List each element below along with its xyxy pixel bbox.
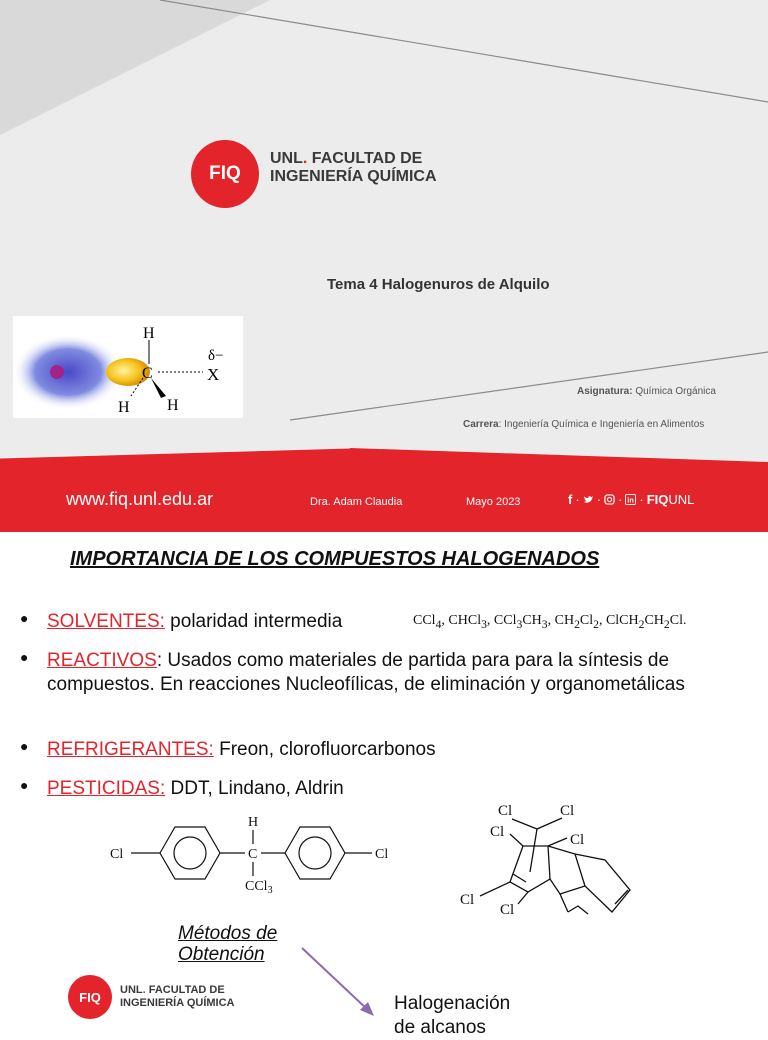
aldrin-cl-1: Cl [498, 803, 513, 819]
metodos-line1: Métodos de [178, 923, 278, 944]
solvent-formulas: CCl$_4$, CHCl$_3$, $CCl_3CH_3$, $CH_2Cl_2$, $ClCH_2CH_2Cl$. [413, 613, 687, 631]
linkedin-icon[interactable] [625, 494, 636, 505]
ddt-cl-left: Cl [110, 847, 124, 862]
halogenacion-line1: Halogenación [394, 993, 511, 1014]
aldrin-cl-5: Cl [460, 892, 475, 908]
aldrin-cl-3: Cl [490, 824, 505, 840]
asignatura-label: Asignatura: [577, 386, 633, 397]
ddt-ccl3: CCl$_3$ [245, 879, 273, 896]
term-solventes: SOLVENTES: [47, 611, 165, 632]
corner-shape [0, 0, 270, 135]
faculty-line2: INGENIERÍA QUÍMICA [270, 168, 437, 186]
content-slide: IMPORTANCIA DE LOS COMPUESTOS HALOGENADOS ● SOLVENTES: polaridad intermedia CCl$_4$, CHCl$_3$, $CCl_3CH_3$, $CH_2Cl_2$, $ClCH_2CH_2Cl$. ● REACTIVOS: Usados como materiales de partida para para la síntesis de compuestos. En reacciones Nucleofílicas, de eliminación y organometálicas ● REFRIGERANTES: Freon, clorofluorcarbonos ● PESTICIDAS: DDT, Lindano, Aldrin Cl Cl H C CCl$_3$ Cl Cl Cl Cl Cl Cl Métodos de Obtención Halogenación de alcanos FIQ UNL. FACULTAD DE INGENIERÍA QUÍMICA [0, 532, 768, 1024]
halogenacion-text [394, 992, 510, 1040]
asignatura-value: Química Orgánica [635, 386, 716, 397]
atom-h-left: H [118, 399, 130, 416]
aldrin-cl-2: Cl [560, 803, 575, 819]
asignatura-line [577, 386, 716, 397]
brand-light: UNL [668, 492, 695, 507]
facebook-icon[interactable]: f [568, 492, 573, 507]
fiq-logo-badge-small: FIQ [68, 975, 112, 1019]
faculty-logo-text: UNL. FACULTAD DE INGENIERÍA QUÍMICA [270, 150, 437, 186]
carrera-label: Carrera [463, 419, 499, 430]
slide-heading: IMPORTANCIA DE LOS COMPUESTOS HALOGENADOS [70, 548, 600, 570]
atom-x: X [207, 365, 220, 384]
orbital-diagram [13, 316, 243, 418]
term-pesticidas: PESTICIDAS: [47, 778, 166, 799]
social-brand[interactable] [647, 492, 695, 507]
atom-h-top: H [143, 325, 155, 342]
molecule-image [13, 316, 243, 418]
partial-charge: δ− [208, 348, 224, 364]
carrera-line [463, 419, 704, 430]
faculty-line1-small: FACULTAD DE [148, 984, 225, 996]
atom-c: C [142, 365, 153, 382]
nucleus [50, 365, 64, 379]
text-refrigerantes: Freon, clorofluorcarbonos [213, 739, 436, 760]
fiq-logo-badge: FIQ [191, 140, 259, 208]
text-pesticidas: DDT, Lindano, Aldrin [165, 778, 344, 799]
unl-text-small: UNL [120, 984, 143, 996]
ddt-c: C [248, 847, 258, 862]
aldrin-cl-6: Cl [500, 902, 515, 918]
text-reactivos: : Usados como materiales de partida para para la síntesis de compuestos. En reacciones Nucleofílicas, de eliminación y organometálicas [47, 650, 685, 696]
arrow [298, 944, 378, 1024]
ddt-ring-right [285, 827, 345, 879]
term-refrigerantes: REFRIGERANTES: [47, 739, 214, 760]
website-link[interactable]: www.fiq.unl.edu.ar [66, 489, 214, 509]
metodos-obtencion [178, 924, 277, 966]
ddt-ring-left [160, 827, 220, 879]
instagram-icon[interactable] [604, 494, 615, 505]
term-reactivos: REACTIVOS [47, 650, 157, 671]
atom-h-right: H [167, 397, 179, 414]
social-links: f · · · in · FIQUNL [568, 492, 695, 507]
faculty-line2-small: INGENIERÍA QUÍMICA [120, 996, 235, 1009]
aldrin-cl-4: Cl [570, 832, 585, 848]
ddt-cl-right: Cl [375, 847, 389, 862]
halogenacion-line2: de alcanos [394, 1016, 486, 1038]
ddt-structure [105, 810, 405, 902]
date-text: Mayo 2023 [466, 496, 521, 508]
brand-bold: FIQ [646, 492, 669, 507]
faculty-line1: FACULTAD DE [311, 150, 423, 167]
text-solventes: polaridad intermedia [164, 611, 343, 632]
faculty-logo-text-small: UNL. FACULTAD DE INGENIERÍA QUÍMICA [120, 984, 235, 1009]
carrera-value: : Ingeniería Química e Ingeniería en Alimentos [498, 419, 705, 430]
metodos-line2: Obtención [178, 943, 265, 965]
unl-text: UNL [270, 150, 303, 167]
twitter-icon[interactable] [583, 495, 594, 505]
author-name: Dra. Adam Claudia [310, 496, 403, 508]
aldrin-structure [450, 794, 645, 934]
ddt-h: H [248, 815, 259, 830]
svg-text:in: in [627, 495, 635, 505]
slide-title: Tema 4 Halogenuros de Alquilo [327, 276, 550, 293]
decor-line-top [160, 0, 768, 102]
